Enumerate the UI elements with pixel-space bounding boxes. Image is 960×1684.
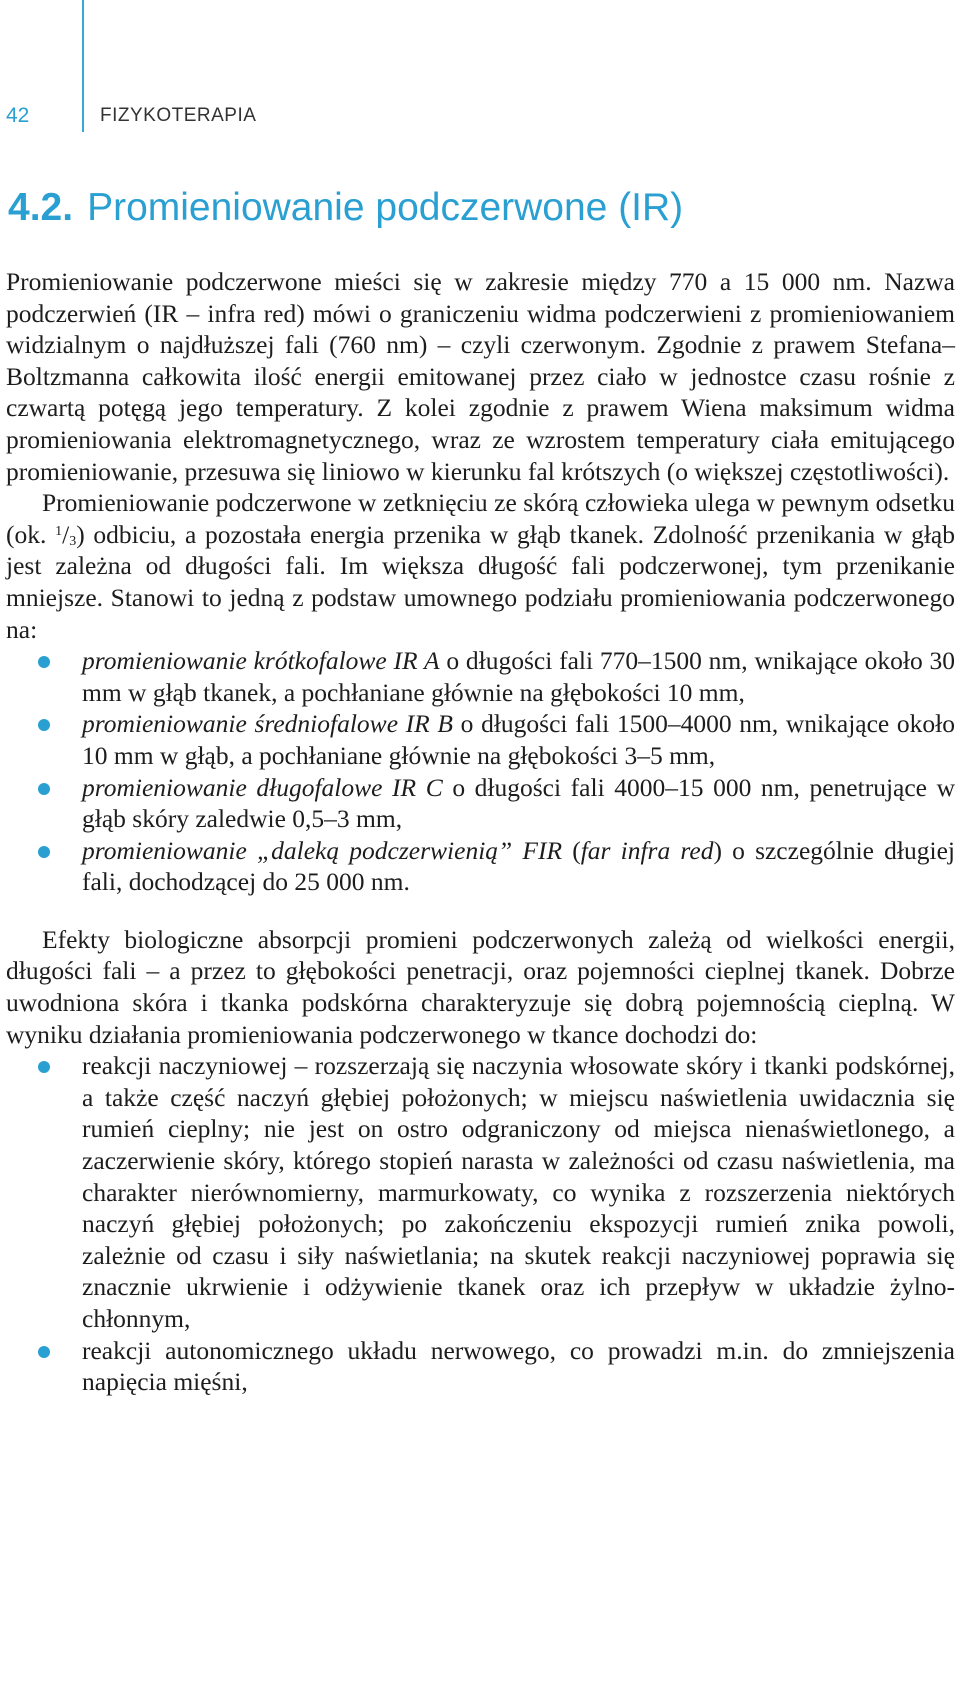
- list-item: [6, 1335, 955, 1398]
- section-number: 4.2.: [8, 186, 74, 229]
- list-item: [6, 835, 955, 898]
- list-term: promieniowanie „daleką podczerwienią” FIR: [82, 835, 563, 865]
- bullet-dot: [38, 1061, 50, 1073]
- list-text: reakcji naczyniowej – rozszerzają się naczynia włosowate skóry i tkanki podskórnej, a także część naczyń głębiej położonych; w miejscu naświetlenia uwidacznia się rumień cieplny; nie jest on ostro odgraniczony od miejsca nienaświetlonego, a zaczerwienie skóry, którego stopień narasta w zależności od czasu naświetlenia, ma charakter nierównomierny, marmurkowaty, co wynika z rozszerzenia niektórych naczyń głębiej położonych; po zakończeniu ekspozycji rumień znika powoli, zależnie od czasu i siły naświetlania; na skutek reakcji naczyniowej poprawia się znacznie ukrwienie i odżywienie tkanek oraz ich przepływ w układzie żylno-chłonnym,: [82, 1051, 955, 1333]
- running-head: FIZYKOTERAPIA: [100, 105, 257, 126]
- list-text: ) o szczególnie długiej fali, dochodzącej do 25 000 nm.: [82, 835, 955, 897]
- list-term-secondary: far infra red: [580, 835, 714, 865]
- bullet-dot: [38, 846, 50, 858]
- list-text: o długości fali 770–1500 nm, wnikające około 30 mm w głąb tkanek, a pochłaniane głównie na głębokości 10 mm,: [82, 646, 955, 707]
- paragraph-skin-contact-start: Promieniowanie podczerwone w zetknięciu ze skórą człowieka ulega w pewnym odsetku (ok.: [6, 488, 955, 549]
- list-term: promieniowanie średniofalowe IR B: [82, 709, 453, 739]
- list-term: promieniowanie krótkofalowe IR A: [82, 646, 440, 676]
- list-item: [6, 772, 955, 835]
- body-text: [6, 266, 955, 1398]
- section-title: [8, 186, 683, 230]
- bullet-dot: [38, 783, 50, 795]
- list-term: promieniowanie długofalowe IR C: [82, 772, 443, 802]
- list-text: o długości fali 1500–4000 nm, wnikające około 10 mm w głąb, a pochłaniane głównie na głębokości 3–5 mm,: [82, 709, 955, 770]
- header-rule: [82, 0, 84, 132]
- list-item: [6, 708, 955, 771]
- list-item: [6, 1050, 955, 1334]
- paragraph-intro: Promieniowanie podczerwone mieści się w zakresie między 770 a 15 000 nm. Nazwa podczerwień (IR – infra red) mówi o graniczeniu widma podczerwieni z promieniowaniem widzialnym o najdłuższej fali (760 nm) – czyli czerwonym. Zgodnie z prawem Stefana–Boltzmanna całkowita ilość energii emitowanej przez ciało w jednostce czasu rośnie z czwartą potęgą jego temperatury. Z kolei zgodnie z prawem Wiena maksimum widma promieniowania elektromagnetycznego, wraz ze wzrostem temperatury ciała emitującego promieniowanie, przesuwa się liniowo w kierunku fal krótszych (o większej częstotliwości).: [6, 267, 955, 486]
- fraction-numerator: 1: [55, 523, 63, 539]
- section-title-text: Promieniowanie podczerwone (IR): [87, 186, 684, 229]
- fraction-one-third: [55, 520, 76, 549]
- bullet-dot: [38, 719, 50, 731]
- list-text: o długości fali 4000–15 000 nm, penetrujące w głąb skóry zaledwie 0,5–3 mm,: [82, 772, 955, 834]
- bullet-dot: [38, 1346, 50, 1358]
- fraction-slash: /: [62, 519, 70, 549]
- paragraph-biological-effects: Efekty biologiczne absorpcji promieni podczerwonych zależą od wielkości energii, długości fali – a przez to głębokości penetracji, oraz pojemności cieplnej tkanek. Dobrze uwodniona skóra i tkanka podskórna charakteryzuje się dobrą pojemnością cieplną. W wyniku działania promieniowania podczerwonego w tkance dochodzi do:: [6, 924, 955, 1049]
- page-number: 42: [6, 104, 30, 127]
- bullet-dot: [38, 656, 50, 668]
- list-text: reakcji autonomicznego układu nerwowego, co prowadzi m.in. do zmniejszenia napięcia mięśni,: [82, 1335, 955, 1397]
- fraction-denominator: 3: [69, 533, 77, 549]
- list-item: [6, 645, 955, 708]
- paragraph-skin-contact: [6, 487, 955, 645]
- ir-types-list: [6, 645, 955, 898]
- list-paren-open: (: [562, 835, 581, 865]
- effects-list: [6, 1050, 955, 1398]
- paragraph-skin-contact-end: ) odbiciu, a pozostała energia przenika w głąb tkanek. Zdolność przenikania w głąb jest zależna od długości fali. Im większa długość fali podczerwonej, tym przenikanie mniejsze. Stanowi to jedną z podstaw umownego podziału promieniowania podczerwonego na:: [6, 519, 955, 644]
